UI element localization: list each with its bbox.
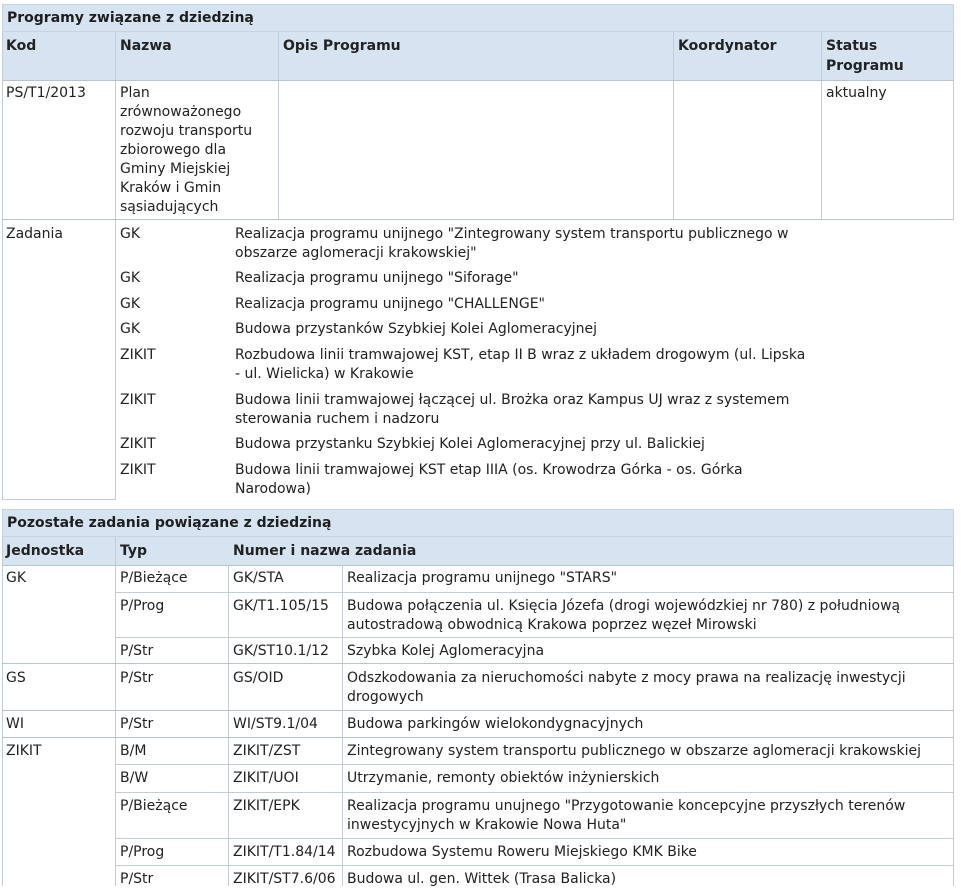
row-typ: P/Bieżące bbox=[120, 570, 188, 586]
program-koordynator bbox=[674, 81, 820, 219]
task-unit: ZIKIT bbox=[120, 436, 156, 452]
row-name: Rozbudowa Systemu Roweru Miejskiego KMK Bike bbox=[347, 844, 697, 860]
row-unit: GS bbox=[6, 670, 26, 686]
task-text: Budowa linii tramwajowej łączącej ul. Brożka oraz Kampus UJ wraz z systemem sterowania ruchem i nadzoru bbox=[235, 392, 790, 427]
task-text: Budowa linii tramwajowej KST etap IIIA (os. Krowodrza Górka - os. Górka Narodowa) bbox=[235, 462, 743, 497]
programs-section-title: Programy związane z dziedziną bbox=[2, 4, 954, 32]
program-status: aktualny bbox=[826, 85, 887, 101]
row-name: Budowa parkingów wielokondygnacyjnych bbox=[347, 716, 644, 732]
row-typ: B/W bbox=[120, 770, 149, 786]
row-typ: P/Bieżące bbox=[120, 798, 188, 814]
row-num: WI/ST9.1/04 bbox=[233, 716, 318, 732]
row-typ: P/Str bbox=[120, 871, 154, 887]
task-unit: GK bbox=[120, 226, 141, 242]
row-name: Szybka Kolej Aglomeracyjna bbox=[347, 643, 545, 659]
task-unit: GK bbox=[120, 321, 141, 337]
other-section-title: Pozostałe zadania powiązane z dziedziną bbox=[2, 509, 954, 537]
row-name: Budowa ul. gen. Wittek (Trasa Balicka) bbox=[347, 871, 617, 887]
row-name: Utrzymanie, remonty obiektów inżynierskich bbox=[347, 770, 660, 786]
task-unit: GK bbox=[120, 270, 141, 286]
header-nazwa: Nazwa bbox=[116, 33, 276, 79]
row-unit: ZIKIT bbox=[6, 743, 42, 759]
task-unit: GK bbox=[120, 296, 141, 312]
header-numer: Numer i nazwa zadania bbox=[229, 538, 829, 564]
header-jednostka: Jednostka bbox=[2, 538, 114, 564]
row-num: GK/STA bbox=[233, 570, 284, 586]
row-num: GK/T1.105/15 bbox=[233, 598, 329, 614]
row-name: Budowa połączenia ul. Księcia Józefa (drogi wojewódzkiej nr 780) z południową autostradową obwodnicą Krakowa poprzez węzeł Mirowski bbox=[347, 598, 901, 633]
row-num: ZIKIT/ZST bbox=[233, 743, 301, 759]
row-name: Realizacja programu unujnego "Przygotowanie koncepcyjne przyszłych terenów inwestycyjnych w Krakowie Nowa Huta" bbox=[347, 798, 906, 833]
header-opis: Opis Programu bbox=[279, 33, 671, 79]
header-koordynator: Koordynator bbox=[674, 33, 820, 79]
row-name: Realizacja programu unijnego "STARS" bbox=[347, 570, 618, 586]
row-num: GK/ST10.1/12 bbox=[233, 643, 329, 659]
task-unit: ZIKIT bbox=[120, 392, 156, 408]
row-num: GS/OID bbox=[233, 670, 284, 686]
row-typ: P/Str bbox=[120, 670, 154, 686]
row-name: Zintegrowany system transportu publicznego w obszarze aglomeracji krakowskiej bbox=[347, 743, 921, 759]
task-text: Rozbudowa linii tramwajowej KST, etap II B wraz z układem drogowym (ul. Lipska - ul. Wielicka) w Krakowie bbox=[235, 347, 806, 382]
row-unit: GK bbox=[6, 570, 27, 586]
program-opis bbox=[279, 81, 671, 219]
task-unit: ZIKIT bbox=[120, 462, 156, 478]
row-num: ZIKIT/UOI bbox=[233, 770, 299, 786]
task-text: Realizacja programu unijnego "Zintegrowany system transportu publicznego w obszarze aglomeracji krakowskiej" bbox=[235, 226, 789, 261]
row-num: ZIKIT/ST7.6/06 bbox=[233, 871, 336, 887]
program-kod: PS/T1/2013 bbox=[6, 85, 86, 101]
row-num: ZIKIT/EPK bbox=[233, 798, 300, 814]
header-typ: Typ bbox=[116, 538, 226, 564]
task-text: Realizacja programu unijnego "Siforage" bbox=[235, 270, 519, 286]
task-text: Budowa przystanków Szybkiej Kolei Aglomeracyjnej bbox=[235, 321, 597, 337]
program-nazwa: Plan zrównoważonego rozwoju transportu zbiorowego dla Gminy Miejskiej Kraków i Gmin sąsiadujących bbox=[120, 85, 253, 215]
row-typ: P/Str bbox=[120, 643, 154, 659]
tasks-label: Zadania bbox=[6, 226, 63, 242]
row-typ: P/Str bbox=[120, 716, 154, 732]
task-text: Budowa przystanku Szybkiej Kolei Aglomeracyjnej przy ul. Balickiej bbox=[235, 436, 705, 452]
row-unit: WI bbox=[6, 716, 24, 732]
row-name: Odszkodowania za nieruchomości nabyte z mocy prawa na realizację inwestycji drogowych bbox=[347, 670, 906, 705]
row-typ: B/M bbox=[120, 743, 147, 759]
header-kod: Kod bbox=[2, 33, 114, 79]
task-text: Realizacja programu unijnego "CHALLENGE" bbox=[235, 296, 545, 312]
task-unit: ZIKIT bbox=[120, 347, 156, 363]
row-typ: P/Prog bbox=[120, 844, 165, 860]
header-status: Status Programu bbox=[822, 33, 952, 79]
row-num: ZIKIT/T1.84/14 bbox=[233, 844, 336, 860]
row-typ: P/Prog bbox=[120, 598, 165, 614]
